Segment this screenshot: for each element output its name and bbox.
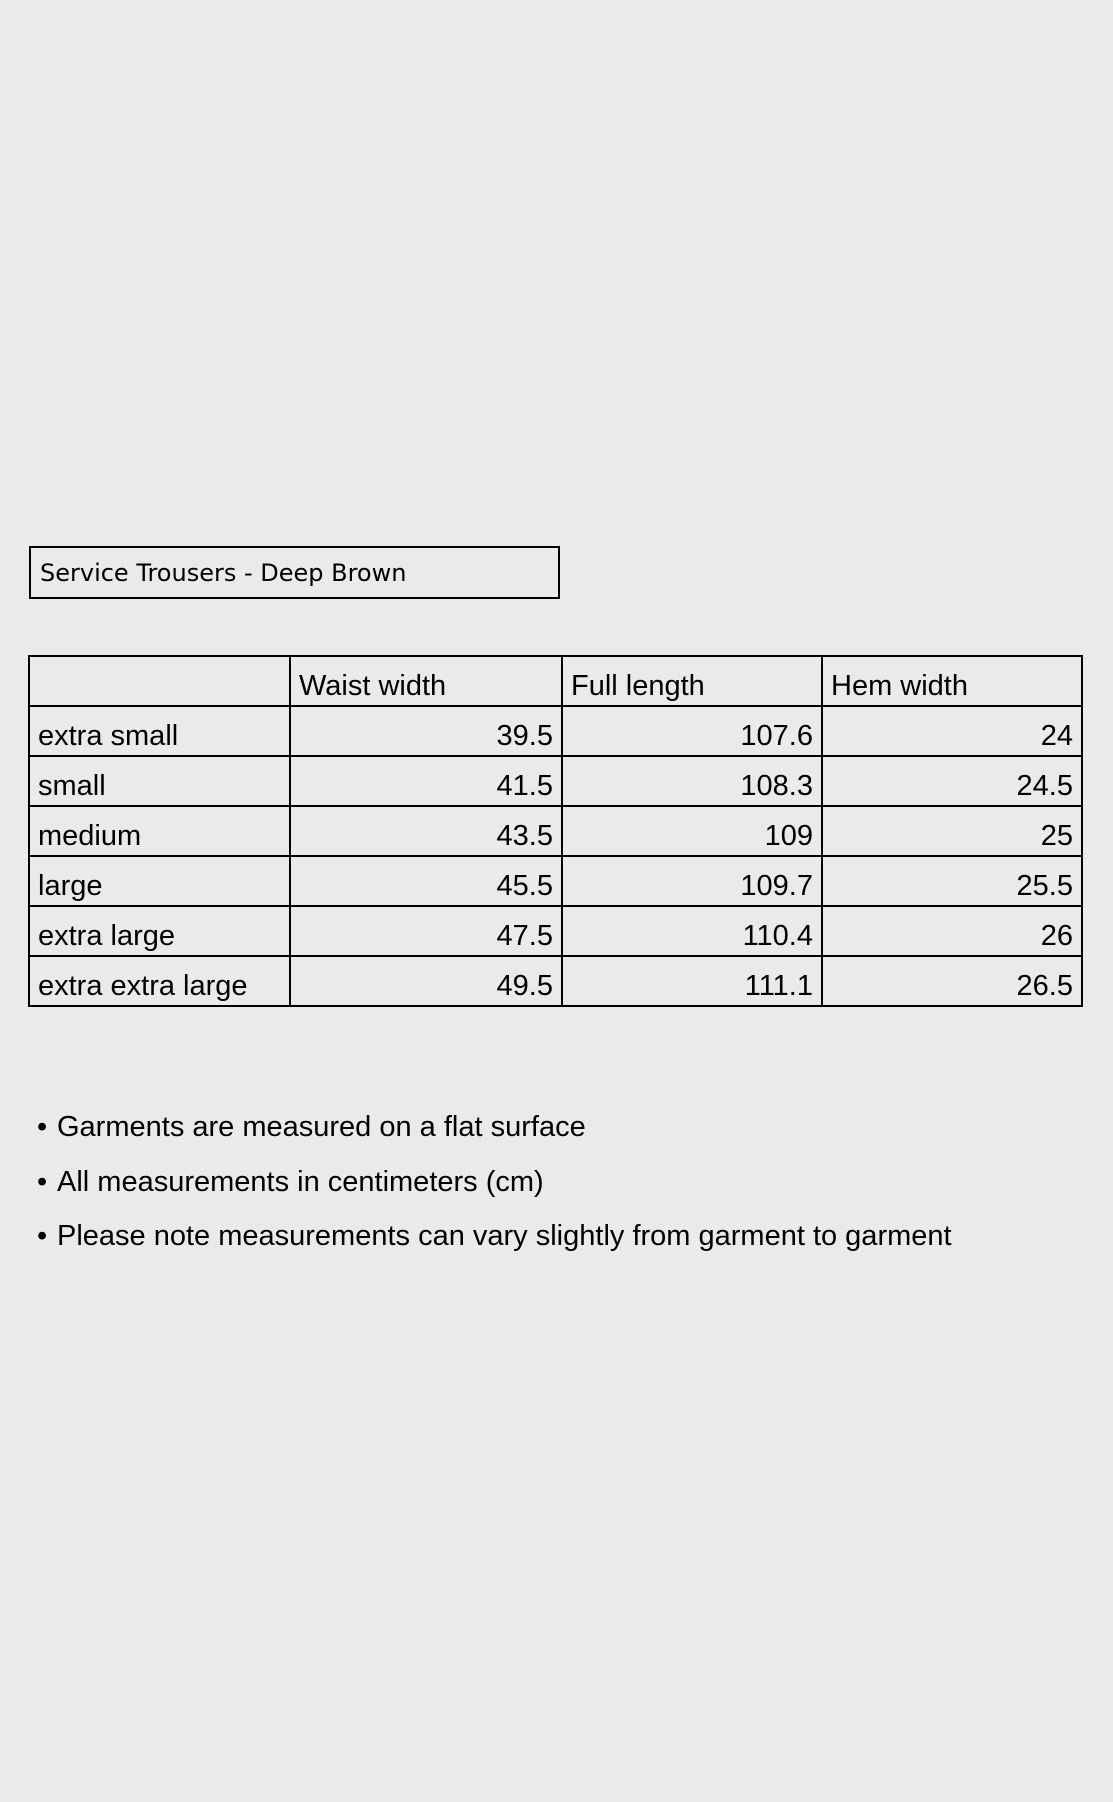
full-length-value: 111.1 xyxy=(562,956,822,1006)
list-item xyxy=(37,1155,952,1210)
header-waist-width: Waist width xyxy=(290,656,562,706)
page-title: Service Trousers - Deep Brown xyxy=(40,558,407,587)
size-label: extra small xyxy=(29,706,290,756)
table-row xyxy=(29,856,1082,906)
note-text: Please note measurements can vary slightly from garment to garment xyxy=(57,1220,952,1252)
table-row xyxy=(29,956,1082,1006)
table-row xyxy=(29,806,1082,856)
size-label: medium xyxy=(29,806,290,856)
list-item xyxy=(37,1100,952,1155)
size-label: extra large xyxy=(29,906,290,956)
table-row xyxy=(29,756,1082,806)
full-length-value: 110.4 xyxy=(562,906,822,956)
full-length-value: 109.7 xyxy=(562,856,822,906)
bullet-icon: • xyxy=(37,1111,48,1143)
full-length-value: 107.6 xyxy=(562,706,822,756)
hem-width-value: 24.5 xyxy=(822,756,1082,806)
notes-list xyxy=(37,1100,952,1264)
header-size xyxy=(29,656,290,706)
hem-width-value: 26 xyxy=(822,906,1082,956)
waist-width-value: 49.5 xyxy=(290,956,562,1006)
size-label: extra extra large xyxy=(29,956,290,1006)
full-length-value: 108.3 xyxy=(562,756,822,806)
list-item xyxy=(37,1209,952,1264)
waist-width-value: 39.5 xyxy=(290,706,562,756)
waist-width-value: 43.5 xyxy=(290,806,562,856)
waist-width-value: 41.5 xyxy=(290,756,562,806)
waist-width-value: 47.5 xyxy=(290,906,562,956)
size-label: large xyxy=(29,856,290,906)
bullet-icon: • xyxy=(37,1165,48,1198)
note-text: Garments are measured on a flat surface xyxy=(57,1111,586,1143)
table-row xyxy=(29,706,1082,756)
note-text: All measurements in centimeters (cm) xyxy=(57,1165,544,1198)
table-row xyxy=(29,906,1082,956)
table-header-row xyxy=(29,656,1082,706)
header-hem-width: Hem width xyxy=(822,656,1082,706)
hem-width-value: 26.5 xyxy=(822,956,1082,1006)
hem-width-value: 24 xyxy=(822,706,1082,756)
full-length-value: 109 xyxy=(562,806,822,856)
hem-width-value: 25 xyxy=(822,806,1082,856)
size-label: small xyxy=(29,756,290,806)
waist-width-value: 45.5 xyxy=(290,856,562,906)
hem-width-value: 25.5 xyxy=(822,856,1082,906)
header-full-length: Full length xyxy=(562,656,822,706)
size-chart-table xyxy=(28,655,1083,1007)
title-box xyxy=(29,546,560,599)
bullet-icon: • xyxy=(37,1220,48,1252)
